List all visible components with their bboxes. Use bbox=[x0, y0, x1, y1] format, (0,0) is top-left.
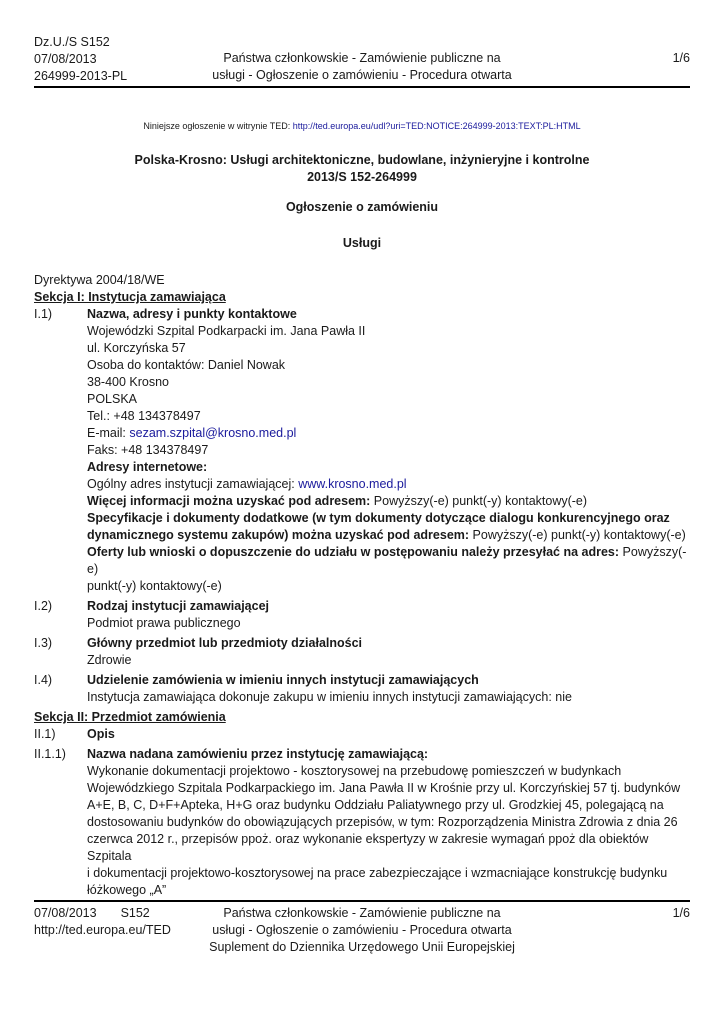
main-content bbox=[34, 272, 690, 899]
ted-notice-link[interactable]: http://ted.europa.eu/udl?uri=TED:NOTICE:264999-2013:TEXT:PL:HTML bbox=[292, 121, 581, 131]
section-ii11 bbox=[34, 746, 690, 899]
section-i3-value: Zdrowie bbox=[87, 653, 132, 667]
section-i4-heading: Udzielenie zamówienia w imieniu innych instytucji zamawiających bbox=[87, 673, 479, 687]
header-center-line1: Państwa członkowskie - Zamówienie publiczne na bbox=[223, 51, 501, 65]
title-line1: Polska-Krosno: Usługi architektoniczne, budowlane, inżynieryjne i kontrolne bbox=[134, 153, 590, 167]
spec-row bbox=[87, 527, 690, 544]
section-ii1-heading: Opis bbox=[87, 727, 115, 741]
section-i1-heading: Nazwa, adresy i punkty kontaktowe bbox=[87, 307, 297, 321]
org-street: ul. Korczyńska 57 bbox=[87, 341, 186, 355]
contract-name-line: i dokumentacji projektowo-kosztorysowej na prace zabezpieczające i wzmacniające konstrukcję budynku bbox=[87, 866, 668, 880]
section-ii11-heading: Nazwa nadana zamówieniu przez instytucję zamawiającą: bbox=[87, 747, 429, 761]
email-label: E-mail: bbox=[87, 426, 130, 440]
header-date: 07/08/2013 bbox=[34, 52, 97, 66]
web-address-row bbox=[87, 476, 690, 493]
page-header bbox=[34, 34, 690, 88]
footer-center-line1: Państwa członkowskie - Zamówienie publiczne na bbox=[223, 906, 501, 920]
spec-value: Powyższy(-e) punkt(-y) kontaktowy(-e) bbox=[469, 528, 686, 542]
section-1-heading: Sekcja I: Instytucja zamawiająca bbox=[34, 290, 226, 304]
section-i2-heading: Rodzaj instytucji zamawiającej bbox=[87, 599, 270, 613]
org-name: Wojewódzki Szpital Podkarpacki im. Jana Pawła II bbox=[87, 324, 366, 338]
section-ii11-number: II.1.1) bbox=[34, 747, 66, 761]
section-i4-number: I.4) bbox=[34, 673, 53, 687]
org-fax: Faks: +48 134378497 bbox=[87, 443, 209, 457]
footer-center-line3: Suplement do Dziennika Urzędowego Unii Europejskiej bbox=[209, 940, 515, 954]
section-i2 bbox=[34, 598, 690, 632]
contract-name-line: Wykonanie dokumentacji projektowo - kosztorysowej na przebudowę pomieszczeń w budynkach bbox=[87, 764, 622, 778]
section-i3 bbox=[34, 635, 690, 669]
section-i3-heading: Główny przedmiot lub przedmioty działalności bbox=[87, 636, 363, 650]
header-page-number: 1/6 bbox=[672, 51, 690, 65]
spec-label-line1: Specyfikacje i dokumenty dodatkowe (w tym dokumenty dotyczące dialogu konkurencyjnego oraz bbox=[87, 511, 670, 525]
footer-url: http://ted.europa.eu/TED bbox=[34, 923, 171, 937]
section-i4 bbox=[34, 672, 690, 706]
contact-person: Osoba do kontaktów: Daniel Nowak bbox=[87, 358, 286, 372]
section-i1 bbox=[34, 306, 690, 595]
header-center bbox=[34, 50, 690, 84]
directive: Dyrektywa 2004/18/WE bbox=[34, 273, 165, 287]
more-info-value: Powyższy(-e) punkt(-y) kontaktowy(-e) bbox=[370, 494, 588, 508]
contract-name-line: łóżkowego „A” bbox=[87, 883, 167, 897]
org-email-row bbox=[87, 425, 690, 442]
contract-type: Usługi bbox=[342, 236, 382, 250]
more-info-label: Więcej informacji można uzyskać pod adresem: bbox=[87, 494, 371, 508]
web-address-link[interactable]: www.krosno.med.pl bbox=[298, 477, 407, 491]
title-line2: 2013/S 152-264999 bbox=[307, 170, 417, 184]
web-address-label: Ogólny adres instytucji zamawiającej: bbox=[87, 477, 299, 491]
footer-date: 07/08/2013 bbox=[34, 906, 97, 920]
section-i4-value: Instytucja zamawiająca dokonuje zakupu w imieniu innych instytucji zamawiających: nie bbox=[87, 690, 572, 704]
more-info-row bbox=[87, 493, 690, 510]
document-title bbox=[0, 152, 724, 186]
offers-value-line2: punkt(-y) kontaktowy(-e) bbox=[87, 579, 222, 593]
contract-name-line: czerwca 2012 r., przepisów ppoż. oraz wykonanie ekspertyzy w zakresie wymagań ppoż dla obiektów Szpitala bbox=[87, 832, 649, 863]
org-city: 38-400 Krosno bbox=[87, 375, 170, 389]
ted-notice bbox=[0, 121, 724, 131]
offers-label: Oferty lub wnioski o dopuszczenie do udziału w postępowaniu należy przesyłać na adres: bbox=[87, 545, 620, 559]
contract-name-line: Wojewódzkiego Szpitala Podkarpackiego im. Jana Pawła II w Krośnie przy ul. Korczyńskiej 57 tj. budynków bbox=[87, 781, 681, 795]
spec-label-line2: dynamicznego systemu zakupów) można uzyskać pod adresem: bbox=[87, 528, 470, 542]
email-link[interactable]: sezam.szpital@krosno.med.pl bbox=[129, 426, 297, 440]
org-country: POLSKA bbox=[87, 392, 138, 406]
contract-name-line: dostosowaniu budynków do obowiązujących przepisów, w tym: Rozporządzenia Ministra Zdrowia z dnia 26 bbox=[87, 815, 678, 829]
footer-code: S152 bbox=[120, 906, 150, 920]
section-i1-number: I.1) bbox=[34, 307, 53, 321]
section-i2-value: Podmiot prawa publicznego bbox=[87, 616, 241, 630]
notice-type: Ogłoszenie o zamówieniu bbox=[285, 200, 439, 214]
section-2-heading: Sekcja II: Przedmiot zamówienia bbox=[34, 710, 226, 724]
footer-center bbox=[34, 905, 690, 956]
page-footer bbox=[34, 900, 690, 954]
offers-row bbox=[87, 544, 690, 578]
web-addresses-heading: Adresy internetowe: bbox=[87, 460, 208, 474]
org-phone: Tel.: +48 134378497 bbox=[87, 409, 201, 423]
section-i2-number: I.2) bbox=[34, 599, 53, 613]
contract-name-line: A+E, B, C, D+F+Apteka, H+G oraz budynku Oddziału Paliatywnego przy ul. Grodzkiej 45, polegającą na bbox=[87, 798, 664, 812]
header-ref: Dz.U./S S152 bbox=[34, 35, 110, 49]
footer-page-number: 1/6 bbox=[672, 906, 690, 920]
section-ii1 bbox=[34, 726, 690, 743]
section-ii1-number: II.1) bbox=[34, 727, 56, 741]
section-i3-number: I.3) bbox=[34, 636, 53, 650]
ted-notice-prefix: Niniejsze ogłoszenie w witrynie TED: bbox=[143, 121, 293, 131]
header-notice-id: 264999-2013-PL bbox=[34, 69, 128, 83]
offers-value-line1: Powyższy(-e) bbox=[87, 545, 687, 576]
footer-center-line2: usługi - Ogłoszenie o zamówieniu - Procedura otwarta bbox=[212, 923, 512, 937]
header-center-line2: usługi - Ogłoszenie o zamówieniu - Procedura otwarta bbox=[212, 68, 512, 82]
